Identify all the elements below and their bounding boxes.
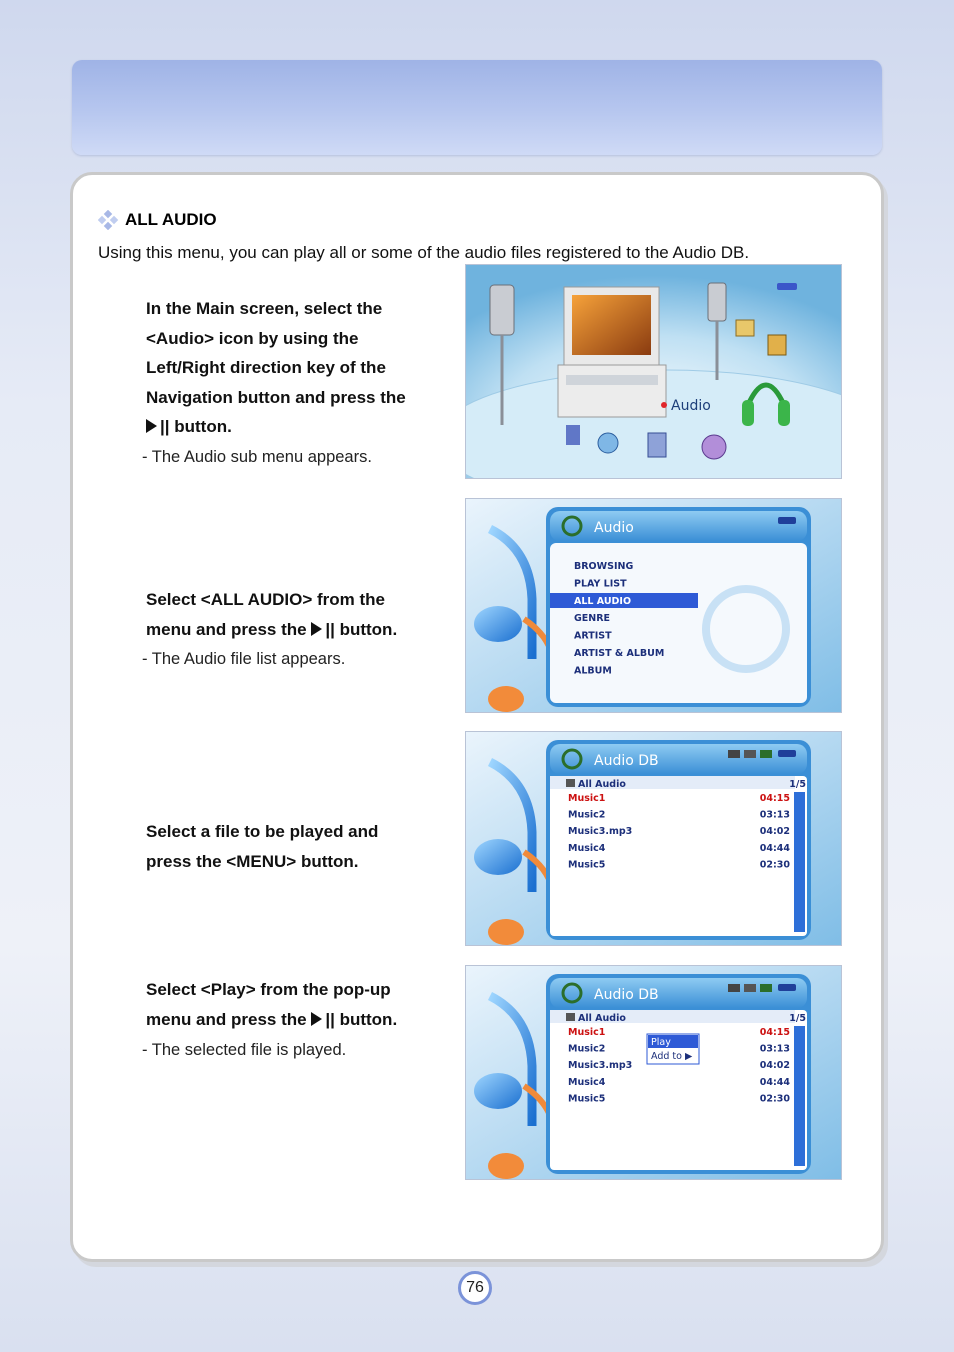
audio-menu-item[interactable]: PLAY LIST xyxy=(574,578,627,590)
list-icon xyxy=(566,779,575,787)
track-duration: 04:02 xyxy=(759,1060,790,1072)
sync-icon xyxy=(760,750,772,758)
list-title: All Audio xyxy=(578,779,626,790)
repeat-icon xyxy=(744,750,756,758)
audio-menu-screenshot xyxy=(465,498,842,713)
section-title: ALL AUDIO xyxy=(125,210,217,229)
track-name[interactable]: Music2 xyxy=(568,1043,606,1055)
track-duration: 04:44 xyxy=(759,842,790,854)
status-icon xyxy=(728,984,740,992)
step-1-instruction: In the Main screen, select the <Audio> icon by using the Left/Right direction key of the Navigation button and press the || button. xyxy=(146,299,406,436)
step-1-note: - The Audio sub menu appears. xyxy=(142,448,372,466)
track-name[interactable]: Music2 xyxy=(568,809,606,821)
audio-menu-title: Audio xyxy=(594,520,634,536)
audio-db-title: Audio DB xyxy=(594,987,659,1003)
diamond-bullet-icon xyxy=(98,210,120,230)
track-name[interactable]: Music1 xyxy=(568,793,606,804)
track-duration: 02:30 xyxy=(759,859,790,871)
track-name[interactable]: Music5 xyxy=(568,1093,606,1105)
track-name[interactable]: Music1 xyxy=(568,1027,606,1038)
track-duration: 04:15 xyxy=(759,793,790,804)
play-pause-icon xyxy=(146,419,157,433)
audio-menu-item[interactable]: ALBUM xyxy=(574,665,612,677)
track-duration: 02:30 xyxy=(759,1093,790,1105)
audio-db-title: Audio DB xyxy=(594,753,659,769)
battery-icon xyxy=(778,750,796,757)
step-4-instruction: Select <Play> from the pop-up menu and press the || button. xyxy=(146,980,398,1029)
scrollbar[interactable] xyxy=(794,1026,805,1166)
audio-menu-item[interactable]: ALL AUDIO xyxy=(574,595,632,607)
battery-icon xyxy=(778,984,796,991)
page-header-bar xyxy=(72,60,882,155)
list-icon xyxy=(566,1013,575,1021)
audio-db-screenshot xyxy=(465,731,842,946)
track-name[interactable]: Music4 xyxy=(568,842,606,854)
track-duration: 03:13 xyxy=(759,1043,790,1055)
section-heading xyxy=(98,210,217,230)
track-duration: 03:13 xyxy=(759,809,790,821)
step-3-instruction: Select a file to be played and press the <MENU> button. xyxy=(146,822,379,871)
list-title: All Audio xyxy=(578,1013,626,1024)
track-name[interactable]: Music5 xyxy=(568,859,606,871)
popup-play[interactable]: Play xyxy=(651,1037,671,1048)
step-4-note: - The selected file is played. xyxy=(142,1041,347,1059)
page-indicator: 1/5 xyxy=(789,779,806,790)
track-name[interactable]: Music4 xyxy=(568,1076,606,1088)
play-pause-icon xyxy=(311,1012,322,1026)
page-number: 76 xyxy=(458,1271,492,1305)
repeat-icon xyxy=(744,984,756,992)
audio-menu-item[interactable]: ARTIST & ALBUM xyxy=(574,648,665,659)
audio-menu-item[interactable]: BROWSING xyxy=(574,561,634,572)
status-icon xyxy=(728,750,740,758)
track-name[interactable]: Music3.mp3 xyxy=(568,1060,633,1072)
section-intro: Using this menu, you can play all or some of the audio files registered to the Audio DB. xyxy=(98,243,750,262)
scrollbar[interactable] xyxy=(794,792,805,932)
step-2-note: - The Audio file list appears. xyxy=(142,650,346,668)
audio-menu-item[interactable]: GENRE xyxy=(574,613,611,625)
audio-db-popup-screenshot xyxy=(465,965,842,1180)
main-screen-screenshot xyxy=(465,264,842,479)
audio-menu-item[interactable]: ARTIST xyxy=(574,630,612,642)
step-2-instruction: Select <ALL AUDIO> from the menu and press the || button. xyxy=(146,590,398,639)
sync-icon xyxy=(760,984,772,992)
page-indicator: 1/5 xyxy=(789,1013,806,1024)
track-name[interactable]: Music3.mp3 xyxy=(568,826,633,838)
track-duration: 04:15 xyxy=(759,1027,790,1038)
track-duration: 04:02 xyxy=(759,826,790,838)
audio-icon-label: Audio xyxy=(671,398,711,414)
track-duration: 04:44 xyxy=(759,1076,790,1088)
popup-add-to[interactable]: Add to ▶ xyxy=(651,1051,693,1062)
play-pause-icon xyxy=(311,622,322,636)
